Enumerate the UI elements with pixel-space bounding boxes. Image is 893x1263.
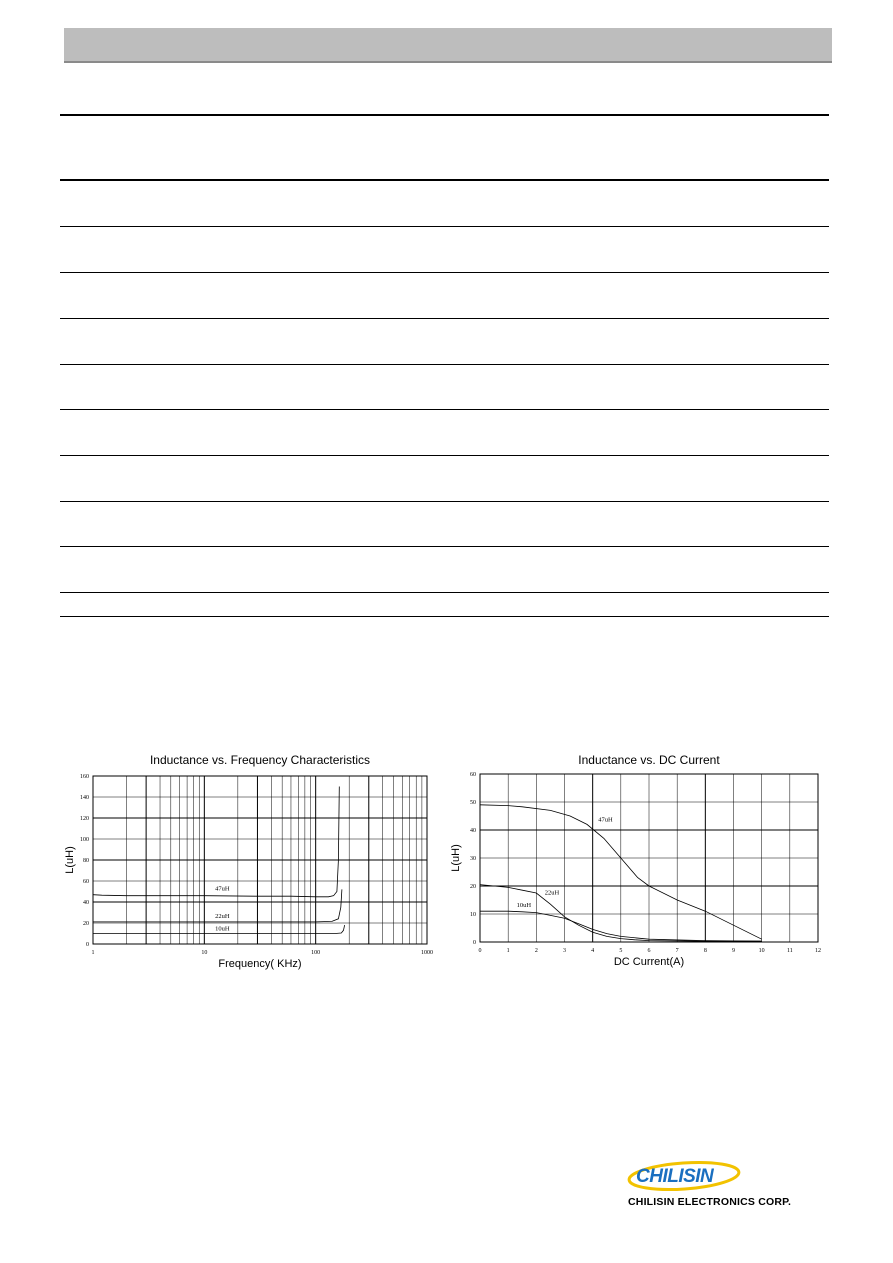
y-tick-label: 160	[80, 774, 89, 780]
chart-title: Inductance vs. DC Current	[578, 753, 720, 767]
x-tick-label: 6	[647, 948, 651, 954]
x-tick-label: 1000	[421, 950, 433, 956]
y-tick-label: 60	[83, 879, 89, 885]
table-rule	[60, 272, 829, 273]
y-tick-label: 120	[80, 816, 89, 822]
y-tick-label: 20	[470, 884, 476, 890]
x-axis-label: Frequency( KHz)	[218, 958, 302, 970]
table-rule	[60, 114, 829, 116]
table-rule	[60, 318, 829, 319]
chart-title: Inductance vs. Frequency Characteristics	[149, 753, 371, 767]
spec-table-frame	[60, 0, 829, 640]
table-rule	[60, 226, 829, 227]
inductance-dc-current-chart	[440, 745, 840, 975]
y-tick-label: 140	[80, 795, 89, 801]
series-line-47uH	[93, 787, 339, 897]
x-tick-label: 5	[619, 948, 623, 954]
x-tick-label: 12	[815, 948, 821, 954]
y-tick-label: 40	[83, 900, 89, 906]
table-rule	[60, 455, 829, 456]
x-tick-label: 100	[311, 950, 321, 956]
x-axis-label: DC Current(A)	[613, 956, 685, 968]
curve-label: 47uH	[215, 885, 230, 893]
y-tick-label: 20	[83, 921, 89, 927]
y-tick-label: 100	[80, 837, 89, 843]
table-rule	[60, 546, 829, 547]
x-tick-label: 11	[786, 948, 793, 954]
x-tick-label: 3	[563, 948, 566, 954]
y-tick-label: 0	[473, 940, 476, 946]
x-tick-label: 10	[201, 950, 208, 956]
x-tick-label: 9	[732, 948, 735, 954]
curve-label: 47uH	[598, 816, 613, 824]
x-tick-label: 0	[478, 948, 482, 954]
y-tick-label: 40	[470, 828, 476, 834]
y-axis-label: L(uH)	[64, 846, 76, 874]
y-tick-label: 60	[470, 772, 476, 778]
x-tick-label: 7	[675, 948, 679, 954]
x-tick-label: 2	[534, 948, 538, 954]
y-tick-label: 80	[83, 858, 89, 864]
curve-label: 10uH	[215, 925, 230, 933]
table-rule	[60, 616, 829, 617]
x-tick-label: 1	[91, 950, 95, 956]
table-rule	[60, 179, 829, 181]
company-name: CHILISIN ELECTRONICS CORP.	[628, 1196, 792, 1208]
curve-label: 22uH	[544, 889, 560, 897]
y-tick-label: 30	[470, 856, 476, 862]
y-axis-label: L(uH)	[450, 844, 462, 872]
curve-label: 22uH	[215, 912, 230, 920]
table-rule	[60, 364, 829, 365]
x-tick-label: 10	[758, 948, 765, 954]
table-rule	[60, 409, 829, 410]
table-rule	[60, 501, 829, 502]
y-tick-label: 50	[470, 800, 476, 806]
y-tick-label: 10	[470, 912, 476, 918]
x-tick-label: 8	[703, 948, 707, 954]
table-rule	[60, 592, 829, 593]
logo-brand-mark: CHILISIN	[636, 1166, 714, 1187]
curve-label: 10uH	[516, 902, 532, 909]
inductance-frequency-chart	[55, 745, 445, 975]
y-tick-label: 0	[86, 942, 89, 948]
x-tick-label: 4	[591, 948, 595, 954]
x-tick-label: 1	[506, 948, 510, 954]
